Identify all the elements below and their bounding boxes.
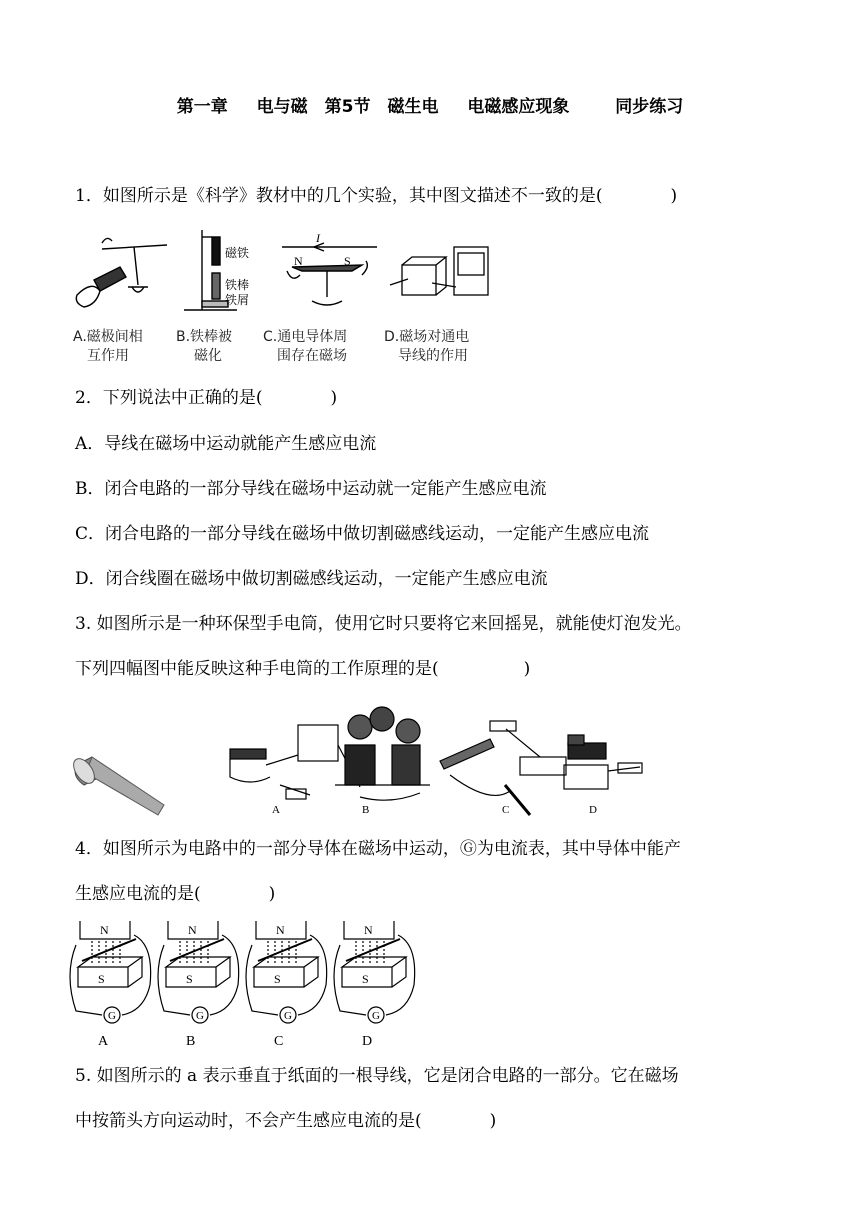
pole-n-label: N xyxy=(188,923,197,937)
q4-diagram-c xyxy=(246,921,327,1023)
q1-caption-d: D.磁场对通电 导线的作用 xyxy=(384,329,470,364)
q2-option-d: D．闭合线圈在磁场中做切割磁感线运动，一定能产生感应电流 xyxy=(75,569,548,589)
galvanometer-label: G xyxy=(196,1010,204,1022)
pole-n-label: N xyxy=(364,923,373,937)
q3-figure xyxy=(70,705,650,820)
pole-s-label: S xyxy=(362,972,369,986)
label-iron-filings: 铁屑 xyxy=(225,293,250,307)
pole-s-label: S xyxy=(186,972,193,986)
question-5-line1: 5. 如图所示的 a 表示垂直于纸面的一根导线，它是闭合电路的一部分。它在磁场 xyxy=(75,1066,679,1086)
q4-label-b: B xyxy=(186,1034,196,1049)
q2-option-a: A．导线在磁场中运动就能产生感应电流 xyxy=(75,434,377,454)
question-3-line1: 3. 如图所示是一种环保型手电筒，使用它时只要将它来回摇晃，就能使灯泡发光。 xyxy=(75,614,692,634)
question-5-line2: 中按箭头方向运动时，不会产生感应电流的是( ) xyxy=(75,1111,497,1131)
flashlight-image xyxy=(70,755,164,815)
galvanometer-label: G xyxy=(372,1010,380,1022)
q3-label-a: A xyxy=(272,804,280,816)
question-1-text: 1．如图所示是《科学》教材中的几个实验，其中图文描述不一致的是( ) xyxy=(75,186,678,206)
q4-diagram-b xyxy=(158,921,239,1023)
q4-label-a: A xyxy=(98,1034,109,1049)
pole-s-label: S xyxy=(98,972,105,986)
q3-fig-d xyxy=(564,735,642,789)
q1-caption-c: C.通电导体周 围存在磁场 xyxy=(263,329,348,364)
galvanometer-label: G xyxy=(108,1010,116,1022)
question-3-line2: 下列四幅图中能反映这种手电筒的工作原理的是( ) xyxy=(75,659,531,679)
galvanometer-label: G xyxy=(284,1010,292,1022)
question-2-text: 2．下列说法中正确的是( ) xyxy=(75,388,338,408)
q1-figure xyxy=(72,225,502,320)
pole-n-label: N xyxy=(100,923,109,937)
page-title: 第一章 电与磁 第5节 磁生电 电磁感应现象 同步练习 xyxy=(176,97,684,117)
label-iron-rod: 铁棒 xyxy=(225,278,250,292)
q4-diagram-d xyxy=(334,921,415,1023)
q4-label-d: D xyxy=(362,1034,373,1049)
label-n-c: N xyxy=(294,254,303,268)
pole-s-label: S xyxy=(274,972,281,986)
q3-label-d: D xyxy=(589,804,597,816)
q3-label-b: B xyxy=(362,804,370,816)
q3-fig-b xyxy=(335,707,430,800)
question-4-line2: 生感应电流的是( ) xyxy=(75,884,276,904)
question-4-line1: 4．如图所示为电路中的一部分导体在磁场中运动，Ⓖ为电流表，其中导体中能产 xyxy=(75,839,681,859)
q1-caption-a: A.磁极间相 互作用 xyxy=(73,329,143,364)
label-current: I xyxy=(316,231,320,245)
label-s-c: S xyxy=(344,254,351,268)
q3-fig-a xyxy=(230,725,360,799)
q4-label-c: C xyxy=(274,1034,284,1049)
q1-caption-b: B.铁棒被 磁化 xyxy=(176,329,233,364)
q4-figure xyxy=(68,915,428,1050)
label-magnet: 磁铁 xyxy=(225,246,250,260)
q2-option-b: B．闭合电路的一部分导线在磁场中运动就一定能产生感应电流 xyxy=(75,479,547,499)
q1-fig-d xyxy=(390,247,488,295)
q2-option-c: C．闭合电路的一部分导线在磁场中做切割磁感线运动，一定能产生感应电流 xyxy=(75,524,650,544)
q3-label-c: C xyxy=(502,804,510,816)
q1-fig-c xyxy=(282,243,377,305)
q4-diagram-a xyxy=(70,921,151,1023)
pole-n-label: N xyxy=(276,923,285,937)
q3-fig-c xyxy=(440,721,566,815)
q1-fig-a xyxy=(76,238,167,307)
